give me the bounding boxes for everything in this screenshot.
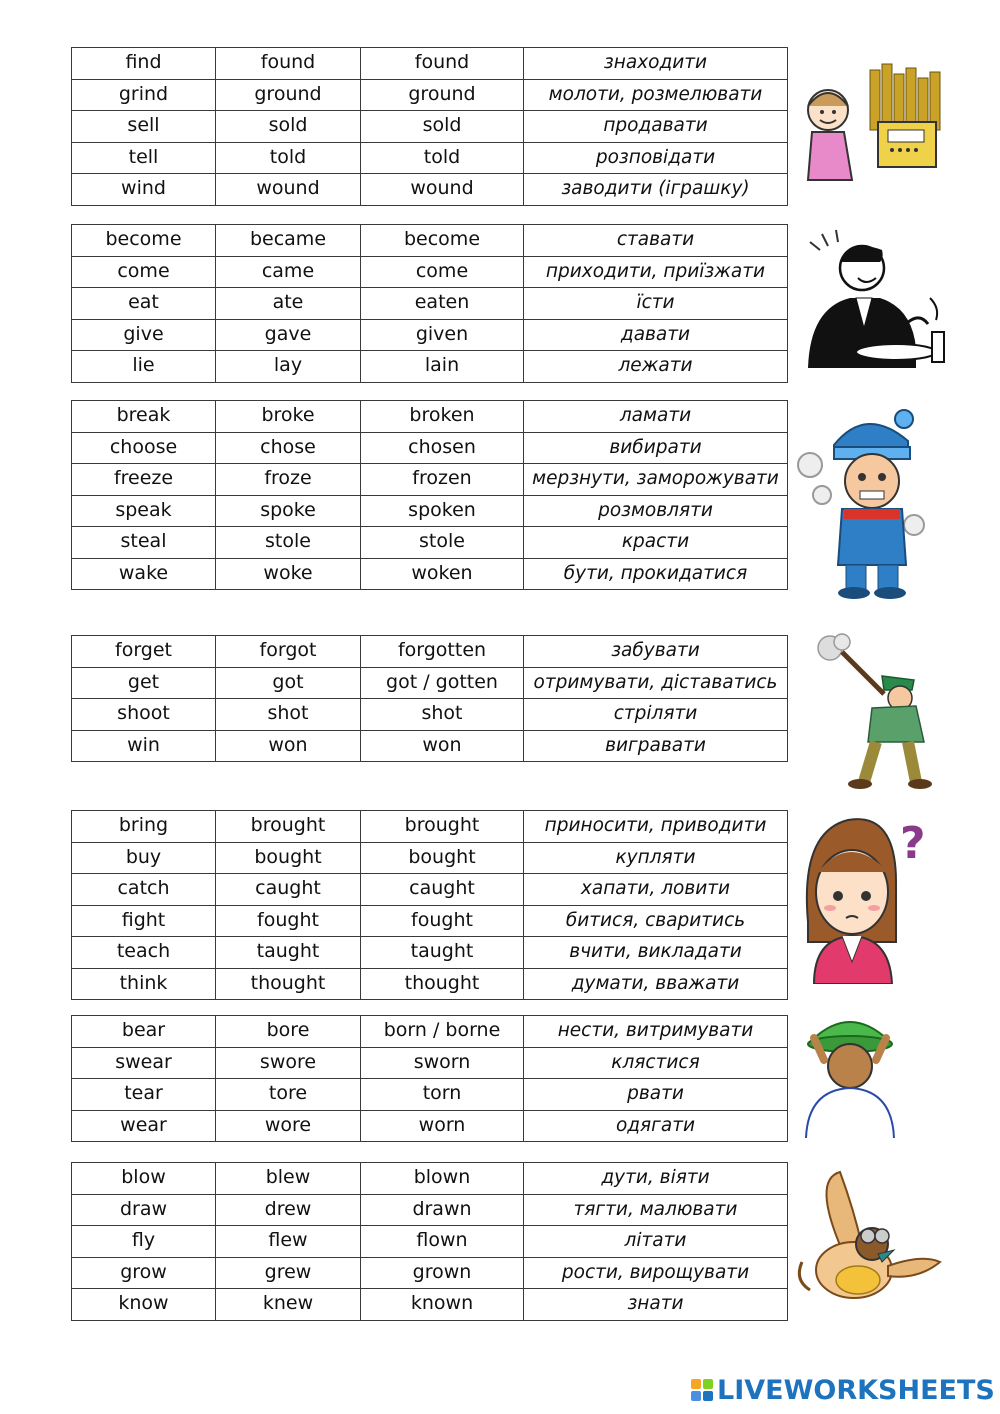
verb-row [72, 401, 788, 433]
past-participle-cell: fought [361, 905, 524, 937]
base-form-cell: shoot [72, 699, 216, 731]
base-form-cell: wear [72, 1110, 216, 1142]
past-simple-cell: won [216, 730, 361, 762]
base-form-cell: win [72, 730, 216, 762]
logo-text: LIVEWORKSHEETS [717, 1374, 995, 1406]
past-participle-cell: worn [361, 1110, 524, 1142]
base-form-cell: wind [72, 174, 216, 206]
past-simple-cell: bought [216, 842, 361, 874]
base-form-cell: choose [72, 432, 216, 464]
verb-row [72, 48, 788, 80]
translation-cell: лежати [524, 351, 788, 383]
past-participle-cell: woken [361, 558, 524, 590]
past-participle-cell: born / borne [361, 1016, 524, 1048]
verb-table [71, 635, 788, 762]
translation-cell: стріляти [524, 699, 788, 731]
past-simple-cell: forgot [216, 636, 361, 668]
verb-row [72, 905, 788, 937]
base-form-cell: sell [72, 111, 216, 143]
past-simple-cell: tore [216, 1079, 361, 1111]
verb-group-3 [71, 400, 787, 590]
translation-cell: думати, вважати [524, 968, 788, 1000]
past-simple-cell: ate [216, 288, 361, 320]
base-form-cell: grind [72, 79, 216, 111]
past-simple-cell: lay [216, 351, 361, 383]
logo-mark-icon [691, 1379, 713, 1401]
base-form-cell: draw [72, 1194, 216, 1226]
verb-table [71, 1162, 788, 1321]
translation-cell: битися, сваритись [524, 905, 788, 937]
base-form-cell: fly [72, 1226, 216, 1258]
translation-cell: літати [524, 1226, 788, 1258]
past-participle-cell: brought [361, 811, 524, 843]
translation-cell: купляти [524, 842, 788, 874]
past-participle-cell: told [361, 142, 524, 174]
past-simple-cell: taught [216, 937, 361, 969]
verb-row [72, 1257, 788, 1289]
past-participle-cell: blown [361, 1163, 524, 1195]
base-form-cell: know [72, 1289, 216, 1321]
base-form-cell: teach [72, 937, 216, 969]
verb-row [72, 636, 788, 668]
past-simple-cell: found [216, 48, 361, 80]
verb-row [72, 874, 788, 906]
verb-row [72, 699, 788, 731]
base-form-cell: forget [72, 636, 216, 668]
verb-row [72, 527, 788, 559]
translation-cell: ламати [524, 401, 788, 433]
hunter-shooting-icon [812, 632, 932, 790]
past-participle-cell: wound [361, 174, 524, 206]
past-simple-cell: flew [216, 1226, 361, 1258]
past-participle-cell: broken [361, 401, 524, 433]
translation-cell: вибирати [524, 432, 788, 464]
svg-text:?: ? [900, 818, 926, 869]
past-simple-cell: knew [216, 1289, 361, 1321]
past-participle-cell: torn [361, 1079, 524, 1111]
girl-with-money-icon [800, 62, 950, 187]
base-form-cell: swear [72, 1047, 216, 1079]
translation-cell: приходити, приїзжати [524, 256, 788, 288]
past-participle-cell: lain [361, 351, 524, 383]
verb-row [72, 319, 788, 351]
past-simple-cell: stole [216, 527, 361, 559]
verb-row [72, 288, 788, 320]
past-participle-cell: sworn [361, 1047, 524, 1079]
verb-row [72, 79, 788, 111]
verb-table [71, 810, 788, 1000]
base-form-cell: speak [72, 495, 216, 527]
past-simple-cell: got [216, 667, 361, 699]
translation-cell: знаходити [524, 48, 788, 80]
base-form-cell: blow [72, 1163, 216, 1195]
past-participle-cell: come [361, 256, 524, 288]
past-participle-cell: caught [361, 874, 524, 906]
man-with-hat-icon [800, 1008, 900, 1138]
translation-cell: молоти, розмелювати [524, 79, 788, 111]
translation-cell: вчити, викладати [524, 937, 788, 969]
past-participle-cell: spoken [361, 495, 524, 527]
base-form-cell: eat [72, 288, 216, 320]
past-simple-cell: brought [216, 811, 361, 843]
past-participle-cell: got / gotten [361, 667, 524, 699]
past-simple-cell: ground [216, 79, 361, 111]
base-form-cell: give [72, 319, 216, 351]
base-form-cell: wake [72, 558, 216, 590]
verb-row [72, 225, 788, 257]
past-simple-cell: bore [216, 1016, 361, 1048]
translation-cell: давати [524, 319, 788, 351]
verb-row [72, 1194, 788, 1226]
past-simple-cell: broke [216, 401, 361, 433]
translation-cell: рвати [524, 1079, 788, 1111]
verb-group-4 [71, 635, 787, 762]
verb-row [72, 968, 788, 1000]
translation-cell: приносити, приводити [524, 811, 788, 843]
verb-group-6 [71, 1015, 787, 1142]
past-participle-cell: flown [361, 1226, 524, 1258]
past-simple-cell: came [216, 256, 361, 288]
past-simple-cell: shot [216, 699, 361, 731]
past-simple-cell: became [216, 225, 361, 257]
verb-row [72, 464, 788, 496]
past-simple-cell: fought [216, 905, 361, 937]
verb-row [72, 1163, 788, 1195]
past-simple-cell: gave [216, 319, 361, 351]
base-form-cell: bring [72, 811, 216, 843]
verb-row [72, 1226, 788, 1258]
translation-cell: їсти [524, 288, 788, 320]
translation-cell: дути, віяти [524, 1163, 788, 1195]
translation-cell: красти [524, 527, 788, 559]
base-form-cell: get [72, 667, 216, 699]
verb-row [72, 432, 788, 464]
past-participle-cell: sold [361, 111, 524, 143]
past-simple-cell: froze [216, 464, 361, 496]
translation-cell: нести, витримувати [524, 1016, 788, 1048]
liveworksheets-logo [691, 1373, 995, 1407]
translation-cell: знати [524, 1289, 788, 1321]
base-form-cell: lie [72, 351, 216, 383]
past-simple-cell: chose [216, 432, 361, 464]
past-simple-cell: woke [216, 558, 361, 590]
base-form-cell: find [72, 48, 216, 80]
past-simple-cell: grew [216, 1257, 361, 1289]
past-participle-cell: become [361, 225, 524, 257]
past-participle-cell: drawn [361, 1194, 524, 1226]
flying-bird-icon [792, 1170, 942, 1310]
past-participle-cell: found [361, 48, 524, 80]
translation-cell: ставати [524, 225, 788, 257]
past-simple-cell: wound [216, 174, 361, 206]
past-simple-cell: spoke [216, 495, 361, 527]
base-form-cell: come [72, 256, 216, 288]
base-form-cell: fight [72, 905, 216, 937]
base-form-cell: become [72, 225, 216, 257]
verb-group-2 [71, 224, 787, 383]
translation-cell: заводити (іграшку) [524, 174, 788, 206]
past-participle-cell: taught [361, 937, 524, 969]
past-simple-cell: swore [216, 1047, 361, 1079]
verb-row [72, 811, 788, 843]
past-simple-cell: blew [216, 1163, 361, 1195]
translation-cell: бути, прокидатися [524, 558, 788, 590]
verb-group-1 [71, 47, 787, 206]
verb-row [72, 174, 788, 206]
translation-cell: вигравати [524, 730, 788, 762]
verb-row [72, 937, 788, 969]
base-form-cell: tell [72, 142, 216, 174]
verb-row [72, 730, 788, 762]
past-simple-cell: told [216, 142, 361, 174]
base-form-cell: freeze [72, 464, 216, 496]
past-participle-cell: won [361, 730, 524, 762]
past-simple-cell: thought [216, 968, 361, 1000]
translation-cell: розповідати [524, 142, 788, 174]
base-form-cell: catch [72, 874, 216, 906]
past-participle-cell: shot [361, 699, 524, 731]
translation-cell: тягти, малювати [524, 1194, 788, 1226]
thinking-girl-icon [800, 812, 940, 984]
translation-cell: отримувати, діставатись [524, 667, 788, 699]
past-participle-cell: grown [361, 1257, 524, 1289]
verb-row [72, 142, 788, 174]
verb-row [72, 558, 788, 590]
past-participle-cell: bought [361, 842, 524, 874]
translation-cell: рости, вирощувати [524, 1257, 788, 1289]
verb-row [72, 351, 788, 383]
verb-group-7 [71, 1162, 787, 1321]
verb-row [72, 256, 788, 288]
verb-group-5 [71, 810, 787, 1000]
verb-table [71, 47, 788, 206]
past-simple-cell: drew [216, 1194, 361, 1226]
past-participle-cell: known [361, 1289, 524, 1321]
translation-cell: клястися [524, 1047, 788, 1079]
past-participle-cell: frozen [361, 464, 524, 496]
translation-cell: мерзнути, заморожувати [524, 464, 788, 496]
verb-table [71, 1015, 788, 1142]
past-participle-cell: chosen [361, 432, 524, 464]
verb-row [72, 1110, 788, 1142]
past-simple-cell: wore [216, 1110, 361, 1142]
past-participle-cell: stole [361, 527, 524, 559]
past-simple-cell: sold [216, 111, 361, 143]
cold-boy-icon [792, 405, 932, 601]
verb-row [72, 1047, 788, 1079]
verb-row [72, 1289, 788, 1321]
past-participle-cell: given [361, 319, 524, 351]
verb-table [71, 400, 788, 590]
base-form-cell: think [72, 968, 216, 1000]
past-participle-cell: eaten [361, 288, 524, 320]
verb-row [72, 111, 788, 143]
base-form-cell: buy [72, 842, 216, 874]
verb-row [72, 667, 788, 699]
man-eating-icon [800, 228, 950, 368]
verb-row [72, 1079, 788, 1111]
past-participle-cell: thought [361, 968, 524, 1000]
base-form-cell: steal [72, 527, 216, 559]
base-form-cell: break [72, 401, 216, 433]
base-form-cell: bear [72, 1016, 216, 1048]
base-form-cell: tear [72, 1079, 216, 1111]
verb-row [72, 495, 788, 527]
past-participle-cell: ground [361, 79, 524, 111]
translation-cell: розмовляти [524, 495, 788, 527]
past-participle-cell: forgotten [361, 636, 524, 668]
verb-row [72, 842, 788, 874]
base-form-cell: grow [72, 1257, 216, 1289]
translation-cell: одягати [524, 1110, 788, 1142]
translation-cell: продавати [524, 111, 788, 143]
verb-table [71, 224, 788, 383]
translation-cell: хапати, ловити [524, 874, 788, 906]
past-simple-cell: caught [216, 874, 361, 906]
verb-row [72, 1016, 788, 1048]
translation-cell: забувати [524, 636, 788, 668]
